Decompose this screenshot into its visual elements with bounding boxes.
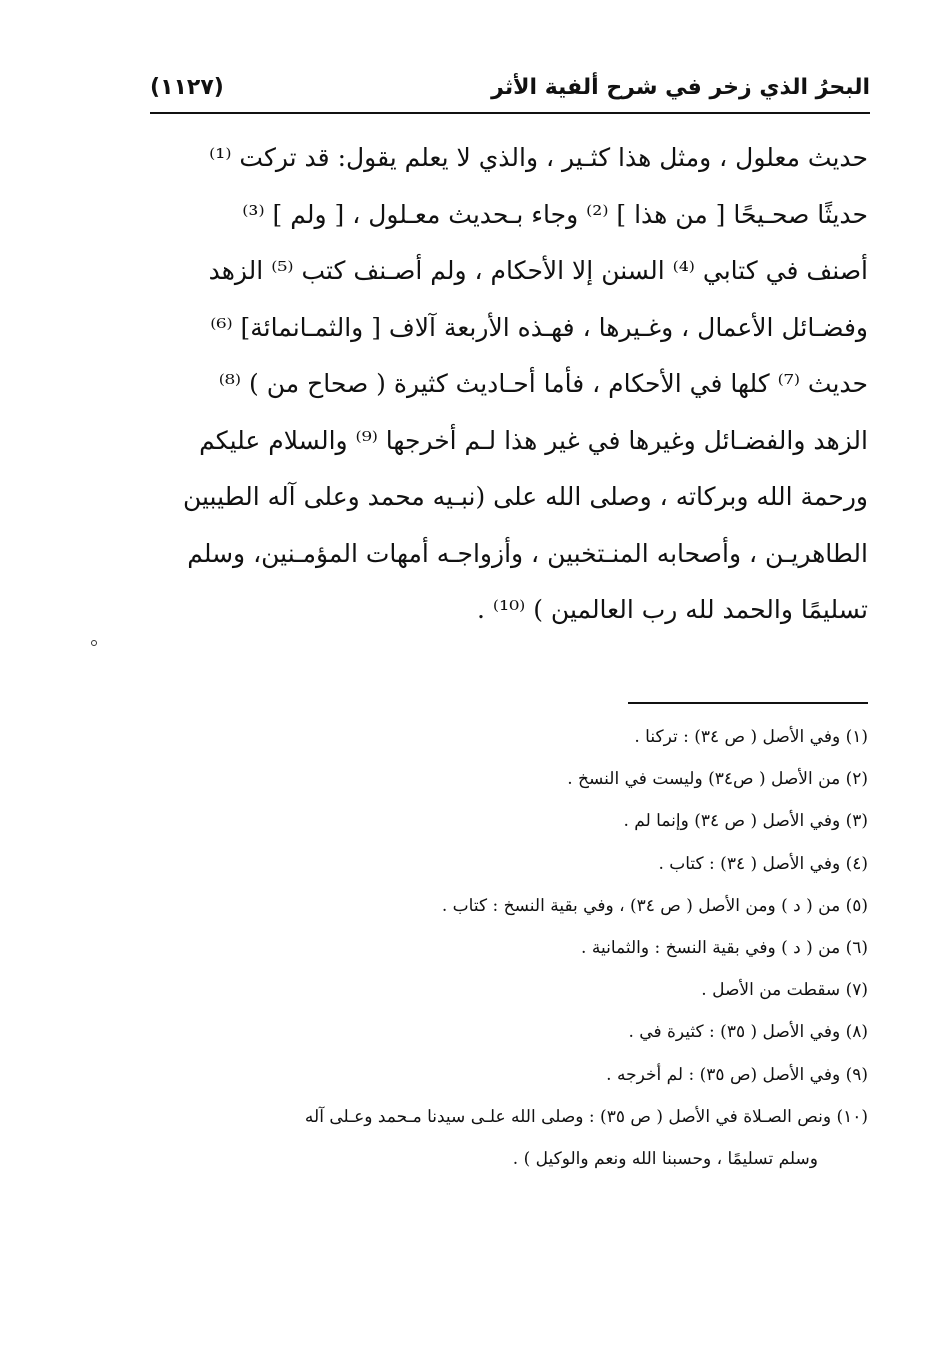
- page-header: [150, 72, 870, 112]
- stray-mark: [91, 640, 97, 646]
- text-line: وفضـائل الأعمال ، وغـيرها ، فهـذه الأربعة آلاف [ والثمـانمائة] ⁽⁶⁾: [210, 312, 868, 342]
- footnote: (١) وفي الأصل ( ص ٣٤) : تركنا .: [634, 727, 868, 747]
- footnote: (٤) وفي الأصل ( ٣٤) : كتاب .: [658, 853, 868, 874]
- header-rule: [150, 112, 870, 114]
- footnote: (٢) من الأصل ( ص٣٤) وليست في النسخ .: [567, 769, 868, 790]
- footnotes-section: [150, 716, 868, 1180]
- running-title: البحرُ الذي زخر في شرح ألفية الأثر: [491, 75, 870, 100]
- footnote: (٥) من ( د ) ومن الأصل ( ص ٣٤) ، وفي بقية النسخ : كتاب .: [441, 895, 868, 916]
- page-number: (١١٢٧): [150, 75, 224, 100]
- text-line: الزهد والفضـائل وغيرها في غير هذا لـم أخرجها ⁽⁹⁾ والسلام عليكم: [199, 425, 868, 455]
- text-line: تسليمًا والحمد لله رب العالمين ) ⁽¹⁰⁾ .: [477, 595, 868, 624]
- footnote-continuation: وسلم تسليمًا ، وحسبنا الله ونعم والوكيل ) .: [512, 1148, 818, 1169]
- text-line: ورحمة الله وبركاته ، وصلى الله على (نبـيه محمد وعلى آله الطيبين: [182, 482, 868, 511]
- footnote: (٩) وفي الأصل (ص ٣٥) : لم أخرجه .: [606, 1064, 868, 1085]
- text-line: أصنف في كتابي ⁽⁴⁾ السنن إلا الأحكام ، ولم أصـنف كتب ⁽⁵⁾ الزهد: [208, 256, 868, 285]
- main-text-body: [158, 130, 868, 639]
- footnote: (٦) من ( د ) وفي بقية النسخ : والثمانية .: [581, 937, 868, 958]
- footnote: (١٠) ونص الصـلاة في الأصل ( ص ٣٥) : وصلى الله علـى سيدنا مـحمد وعـلى آله: [304, 1106, 868, 1127]
- text-line: الطاهريـن ، وأصحابه المنـتخبين ، وأزواجـه أمهات المؤمـنين، وسلم: [187, 538, 868, 568]
- footnote: (٨) وفي الأصل ( ٣٥) : كثيرة في .: [628, 1022, 868, 1043]
- footnote: (٧) سقطت من الأصل .: [701, 980, 868, 1001]
- text-line: حديثًا صحـيحًا [ من هذا ] ⁽²⁾ وجاء بـحديث معـلول ، [ ولم ] ⁽³⁾: [242, 199, 868, 229]
- footnote: (٣) وفي الأصل ( ص ٣٤) وإنما لم .: [623, 811, 868, 832]
- text-line: حديث ⁽⁷⁾ كلها في الأحكام ، فأما أحـاديث كثيرة ( صحاح من ) ⁽⁸⁾: [218, 369, 868, 398]
- footnote-separator: [628, 702, 868, 704]
- text-line: حديث معلول ، ومثل هذا كثـير ، والذي لا يعلم يقول: قد تركت ⁽¹⁾: [209, 143, 868, 172]
